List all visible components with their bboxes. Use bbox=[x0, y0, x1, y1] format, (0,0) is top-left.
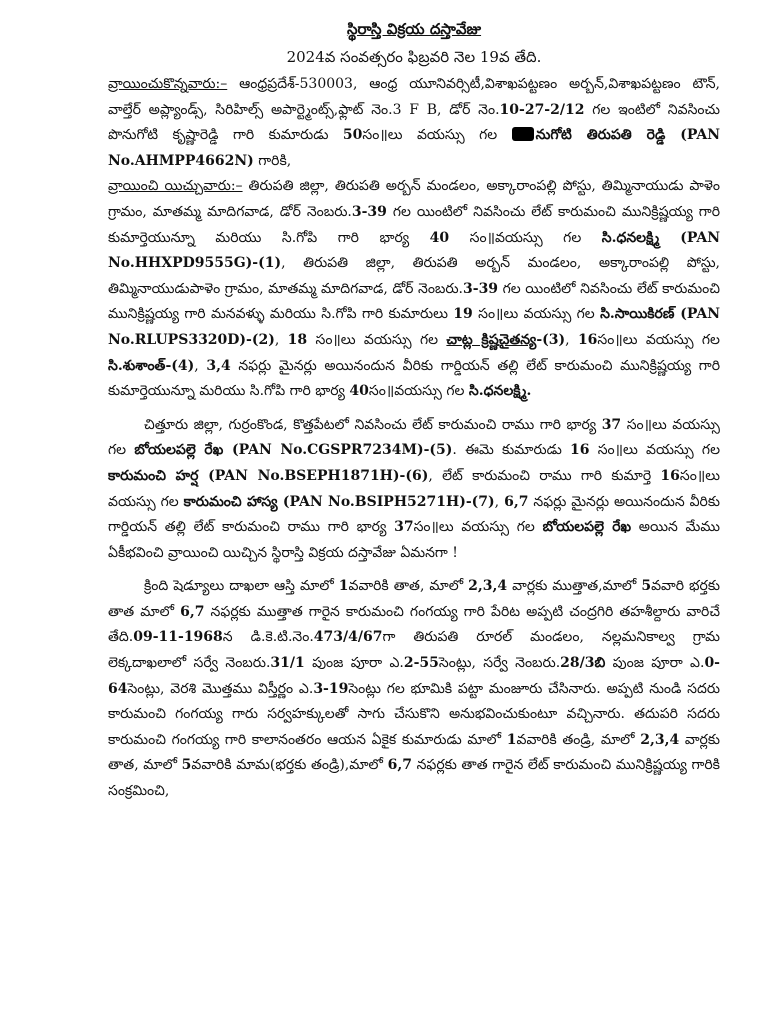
paragraph-text: గా తిరుపతి రూరల్ మండలం, నల్లమనికాల్వ గ్రామ లెక్కదాఖలాలో సర్వే నెంబరు. bbox=[108, 629, 720, 672]
document-title: స్థిరాస్తి విక్రయ దస్తావేజు bbox=[346, 20, 482, 38]
seller-pan: (PAN No.BSEPH1871H)-(6) bbox=[198, 467, 429, 484]
seller-pan: (PAN No.CGSPR7234M)-(5) bbox=[223, 442, 453, 459]
paragraph-text: సం॥లు వయస్సు గల bbox=[413, 519, 543, 536]
paragraph-text: క్రింది షెడ్యూలు దాఖలా ఆస్తి మాలో bbox=[144, 578, 339, 595]
seller-age: 18 bbox=[287, 331, 308, 348]
sellers-text: తిరుపతి జిల్లా, తిరుపతి అర్బన్ మండలం, అక్కారాంపల్లి పోస్టు, తిమ్మినాయుడు పాళెం గ్రామం, మాతమ్మ మాదిగవాడ, డోర్ నెంబరు. bbox=[108, 178, 720, 220]
seller-age: 40 bbox=[349, 383, 369, 400]
sellers-heading: వ్రాయించి యిచ్చువారు:– bbox=[108, 178, 243, 195]
paragraph-text: సం॥లు వయస్సు గల bbox=[589, 442, 721, 459]
seller-pan: (PAN No.HHXPD9555G)-(1) bbox=[108, 229, 721, 272]
land-area: 2-55 bbox=[403, 655, 439, 672]
seller-age: 37 bbox=[601, 416, 622, 433]
item-numbers: 6,7 bbox=[504, 493, 529, 510]
party-number: 1 bbox=[338, 578, 349, 595]
dkt-number: 473/4/67 bbox=[313, 629, 383, 646]
paragraph-text: సెంట్లు, వెరశి మొత్తము విస్తీర్ణం ఎ. bbox=[127, 680, 314, 697]
paragraph-text: న డి.కె.టి.నెం. bbox=[222, 629, 314, 646]
paragraph-text: అయిన మేము ఏకీభవించి వ్రాయించి యిచ్చిన స్థిరాస్తి విక్రయ దస్తావేజు ఏమనగా ! bbox=[108, 519, 721, 561]
party-number: 2,3,4 bbox=[468, 578, 508, 595]
paragraph-text: పుంజ పూరా ఎ. bbox=[304, 655, 404, 672]
door-number: 3-39 bbox=[351, 203, 387, 220]
sellers-paragraph bbox=[108, 174, 720, 404]
paragraph-text: నఫర్లకు తాత గారైన లేట్ కారుమంచి మునిక్రిష్ణయ్య గారికి సంక్రమించి, bbox=[108, 757, 720, 800]
paragraph-text: వవారి భర్తకు తాత మాలో bbox=[108, 578, 720, 620]
seller-name: సి.శుశాంత్ bbox=[108, 357, 166, 374]
seller-age: 40 bbox=[429, 229, 450, 246]
survey-number: 28/3బి bbox=[560, 655, 606, 672]
paragraph-text: పుంజ పూరా ఎ. bbox=[605, 655, 705, 672]
paragraph-text: చిత్తూరు జిల్లా, గుర్రంకొండ, కొత్తపేటలో నివసించు లేట్ కారుమంచి రాము గారి భార్య bbox=[144, 416, 602, 433]
paragraph-text: నఫర్లు మైనర్లు అయినందున వీరికు గార్డియన్ తల్లి లేట్ కారుమంచి రాము గారి భార్య bbox=[108, 493, 721, 536]
paragraph-text: వార్లకు తాత, మాలో bbox=[108, 731, 721, 774]
seller-age: 16 bbox=[577, 331, 598, 348]
sellers-text: , bbox=[565, 331, 578, 348]
seller-age: 16 bbox=[660, 467, 680, 484]
seller-pan: (PAN No.RLUPS3320D)-(2) bbox=[108, 306, 721, 348]
paragraph-text: వవారికి మామ(భర్తకు తండ్రి),మాలో bbox=[191, 757, 388, 774]
sellers-text: సం॥వయస్సు గల bbox=[368, 383, 469, 400]
seller-name: బోయలపల్లె రేఖ bbox=[134, 442, 224, 459]
paragraph-text: వవారికి తండ్రి, మాలో bbox=[516, 731, 641, 748]
party-number: 6,7 bbox=[180, 603, 205, 620]
paragraph-text: . ఈమె కుమారుడు bbox=[452, 442, 571, 459]
survey-number: 31/1 bbox=[270, 655, 305, 672]
party-number: 6,7 bbox=[387, 757, 412, 774]
buyer-text: గారికి, bbox=[253, 152, 292, 169]
seller-name: చాట్ల క్రిష్ణచైతన్య bbox=[446, 331, 537, 348]
seller-name: బోయలపల్లె రేఖ bbox=[542, 519, 632, 536]
paragraph-text: సం॥లు వయస్సు గల bbox=[108, 467, 720, 510]
redaction-mark bbox=[512, 127, 534, 141]
seller-age: 19 bbox=[453, 306, 473, 323]
door-number: 3-39 bbox=[463, 280, 499, 297]
party-number: 5 bbox=[641, 578, 652, 595]
buyer-name: నుగోటి తిరుపతి రెడ్డి bbox=[535, 127, 666, 144]
paragraph-text: , bbox=[494, 493, 505, 510]
seller-name: సి.ధనలక్ష్మి bbox=[468, 383, 527, 400]
seller-number: -(4) bbox=[165, 357, 195, 374]
paragraph-text: వార్లకు ముత్తాత,మాలో bbox=[507, 578, 642, 595]
buyer-text: గల ఇంటిలో నివసించు పొనుగోటి కృష్ణారెడ్డి గారి కుమారుడు bbox=[108, 101, 721, 144]
paragraph-text: సం॥లు వయస్సు గల bbox=[108, 416, 720, 459]
buyer-heading: వ్రాయించుకొన్నవారు:– bbox=[108, 76, 228, 92]
seller-age: 16 bbox=[570, 442, 590, 459]
sellers-text: , bbox=[194, 357, 207, 374]
land-area: 3-19 bbox=[313, 680, 349, 697]
sellers-text: నఫర్లు మైనర్లు అయినందున వీరికు గార్డియన్ తల్లి లేట్ కారుమంచి మునిక్రిష్ణయ్య గారి కుమార్తెయున్నూ మరియు సి.గోపి గారి భార్య bbox=[108, 357, 720, 400]
paragraph-text: , లేట్ కారుమంచి రాము గారి కుమార్తె bbox=[428, 467, 661, 484]
buyer-door-no: 10-27-2/12 bbox=[499, 101, 585, 118]
paragraph-text: సెంట్లు, సర్వే నెంబరు. bbox=[438, 655, 561, 672]
buyer-text: ఆంధ్రప్రదేశ్-530003, ఆంధ్ర యూనివర్సిటీ,విశాఖపట్టణం అర్బన్,విశాఖపట్టణం టౌన్, వాల్తేర్ అప్ల్యాండ్స్, సిరిహిల్స్ అపార్ట్మెంట్స్,ఫ్లాట్ నెం.3 F B, డోర్ నెం. bbox=[108, 76, 720, 118]
paragraph-text: నఫర్లకు ముత్తాత గారైన కారుమంచి గంగయ్య గారి పేరిట అప్పటి చంద్రగిరి తహశీల్దారు వారిచే తేది. bbox=[108, 603, 720, 646]
seller-name: సి.సాయికిరణ్ bbox=[600, 306, 675, 323]
seller-age: 37 bbox=[394, 519, 414, 536]
seller-name: సి.ధనలక్ష్మి bbox=[601, 229, 660, 246]
document-date: 2024వ సంవత్సరం ఫిబ్రవరి నెల 19వ తేది. bbox=[286, 48, 542, 66]
seller-name: కారుమంచి హాస్య bbox=[183, 493, 278, 510]
sellers-text: , తిరుపతి జిల్లా, తిరుపతి అర్బన్ మండలం, అక్కారాంపల్లి పోస్టు, తిమ్మినాయుడుపాళెం గ్రామం, మాతమ్మ మాదిగవాడ, డోర్ నెంబరు. bbox=[108, 255, 720, 297]
sellers-text: , bbox=[274, 331, 288, 348]
seller-pan: (PAN No.BSIPH5271H)-(7) bbox=[277, 493, 495, 510]
sellers-text: . bbox=[526, 383, 532, 400]
sellers-text: గల యింటిలో నివసించు లేట్ కారుమంచి మునిక్రిష్ణయ్య గారి మనవళ్ళు మరియు సి.గోపి గారి కుమారులు bbox=[108, 280, 721, 323]
sellers-text: గల యింటిలో నివసించు లేట్ కారుమంచి మునిక్రిష్ణయ్య గారి కుమార్తెయున్నూ మరియు సి.గోపి గారి భార్య bbox=[108, 203, 720, 246]
party-number: 2,3,4 bbox=[640, 731, 680, 748]
buyer-pan: (PAN No.AHMPP4662N) bbox=[108, 127, 720, 169]
party-number: 1 bbox=[506, 731, 517, 748]
paragraph-text: సెంట్లు గల భూమికి పట్టా మంజూరు చేసినారు. అప్పటి నుండి సదరు కారుమంచి గంగయ్య గారు సర్వహక్కులతో సాగు చేసుకొని అనుభవించుకుంటూ వచ్చినారు. తదుపరి సదరు కారుమంచి గంగయ్య గారి కాలానంతరం ఆయన ఏకైక కుమారుడు మాలో bbox=[108, 680, 720, 748]
land-area: 0-64 bbox=[108, 655, 720, 697]
party-number: 5 bbox=[181, 757, 192, 774]
sellers-text: సం॥వయస్సు గల bbox=[449, 229, 602, 246]
buyer-text: సం॥లు వయస్సు గల bbox=[362, 127, 512, 144]
buyer-paragraph bbox=[108, 72, 720, 174]
seller-name: కారుమంచి హర్ష bbox=[108, 467, 199, 484]
sellers-text: సం॥లు వయస్సు గల bbox=[472, 306, 601, 323]
sellers-text: సం॥లు వయస్సు గల bbox=[307, 331, 447, 348]
buyer-age: 50 bbox=[342, 127, 363, 144]
item-numbers: 3,4 bbox=[206, 357, 231, 374]
seller-number: -(3) bbox=[536, 331, 566, 348]
paragraph-text: వవారికి తాత, మాలో bbox=[348, 578, 469, 595]
property-history-paragraph bbox=[108, 574, 720, 804]
second-sellers-paragraph bbox=[108, 413, 720, 567]
grant-date: 09-11-1968 bbox=[133, 629, 223, 646]
sellers-text: సం॥లు వయస్సు గల bbox=[597, 331, 720, 348]
